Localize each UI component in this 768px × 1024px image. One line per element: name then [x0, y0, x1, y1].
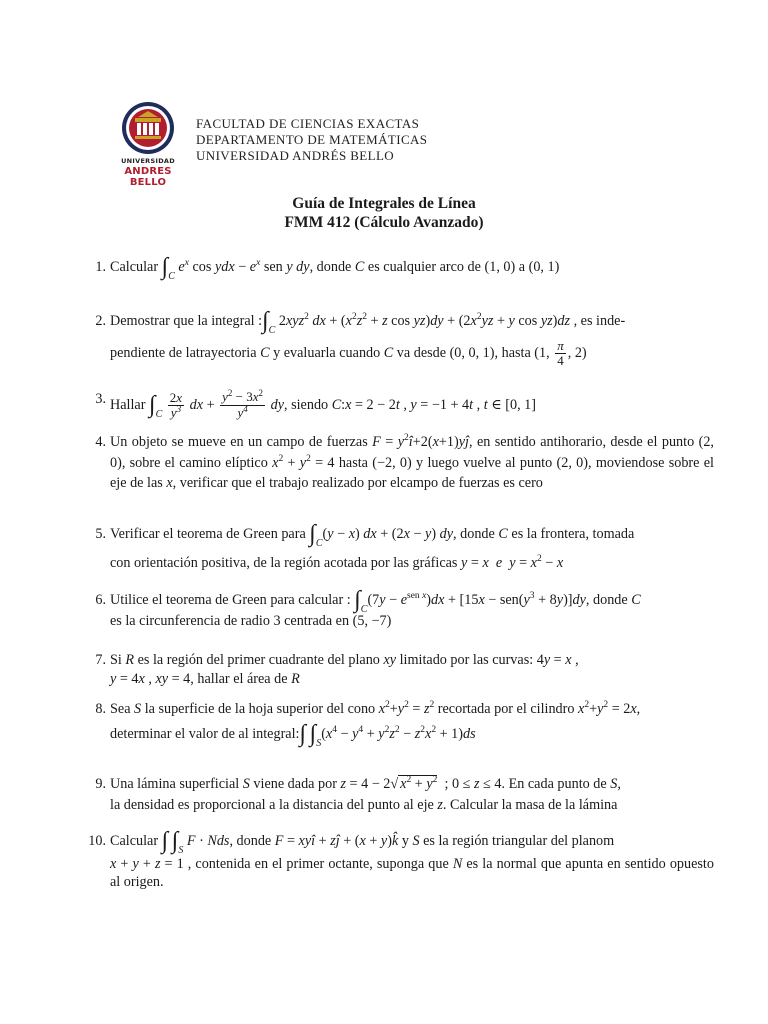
problem-6	[86, 587, 714, 635]
problem-number: 10.	[88, 833, 106, 849]
problem-text: Calcular ∫ $\int_S$ F · Nds, donde F = xyî + zĵ + (x + y)k̂ y S es la región triangular del planom x + y + z = 1 , contenida en el primer octante, suponga que N es la normal que apunta en sentido opuesto al origen.	[110, 828, 714, 890]
problem-number: 5.	[95, 526, 106, 542]
logo-line-2: ANDRES BELLO	[124, 166, 172, 188]
problem-number: 1.	[95, 259, 106, 275]
problem-2	[86, 308, 714, 368]
problem-8	[86, 700, 714, 752]
document-title: Guía de Integrales de Línea	[292, 195, 476, 212]
course-title: FMM 412 (Cálculo Avanzado)	[284, 214, 484, 231]
problem-text: Una lámina superficial S viene dada por z = 4 − 2√ $x^2 + y^2$ ; 0 ≤ z ≤ 4. En cada punto de S, la densidad es proporcional a la distancia del punto al eje z. Calcular la masa de la lámina	[110, 775, 621, 813]
university-logo	[106, 100, 190, 188]
logo-line-1: UNIVERSIDAD	[121, 157, 175, 165]
university-name: UNIVERSIDAD ANDRÉS BELLO	[196, 148, 395, 163]
department-name: DEPARTAMENTO DE MATEMÁTICAS	[196, 132, 428, 147]
problem-text: Utilice el teorema de Green para calcular : $\int_C(7y - e^{sen x})dx + [15x - sen(y^3 + 8y)]dy$, donde C es la circunferencia de radio 3 centrada en (5, −7)	[110, 587, 641, 629]
problem-number: 6.	[95, 592, 106, 608]
problem-1	[86, 254, 714, 282]
problem-number: 8.	[95, 701, 106, 717]
problem-10	[86, 828, 714, 894]
problem-text: Hallar $\int_C$ $\frac{2x}{y^3}$ dx + $\frac{y^2 - 3x^2}{y^4}$ dy, siendo C:x = 2 − 2t , y = −1 + 4t , t ∈ [0, 1]	[110, 388, 536, 420]
institution-block	[196, 116, 427, 164]
problem-text: Calcular $\int_C$ $e^x$ cos ydx − $e^x$ sen y dy, donde C es cualquier arco de (1, 0) a (0, 1)	[110, 254, 560, 282]
problem-text: Si R es la región del primer cuadrante del plano xy limitado por las curvas: 4y = x , y = 4x , xy = 4, hallar el área de R	[110, 652, 579, 687]
problem-7	[86, 651, 714, 689]
page-header	[106, 100, 666, 188]
problem-number: 7.	[95, 652, 106, 668]
problem-5	[86, 521, 714, 571]
problem-number: 3.	[95, 391, 106, 407]
problem-4	[86, 433, 714, 509]
problem-text: Verificar el teorema de Green para $\int_C(y - x)$ dx + (2x − y) dy, donde C es la frontera, tomada con orientación positiva, de la región acotada por las gráficas y = x e $y = x^2 - x$	[110, 521, 635, 571]
problem-text: Demostrar que la integral $:\int_C$ 2xyz$^2$ dx + ($x^2z^2 + z$ $\cos yz)dy + (2x^2yz + y$ cos yz)dz , es inde- pendiente de latrayectoria C y evaluarla cuando C va desde (0, 0, 1), hasta (1, $\frac{\pi}{4}$ , 2)	[110, 308, 626, 368]
problem-9	[86, 775, 714, 813]
problem-3	[86, 390, 714, 420]
problem-number: 2.	[95, 313, 106, 329]
problem-text: Sea S la superficie de la hoja superior del cono $x^2+y^2 = z^2$ recortada por el cilindro $x^2+y^2 = 2x$, determinar el valor de al integral:∫ $\int_S(x^4 - y^4 + y^2z^2 - z^2x^2 + 1)ds$	[110, 700, 641, 749]
crest-icon	[106, 100, 190, 158]
faculty-name: FACULTAD DE CIENCIAS EXACTAS	[196, 116, 420, 131]
problem-number: 9.	[95, 776, 106, 792]
problem-text: Un objeto se mueve en un campo de fuerzas $F = y^2î+2(x+1)yĵ$, en sentido antihorario, desde el punto (2, 0), sobre el camino elíptico $x^2 + y^2 = 4$ hasta (−2, 0) y luego vuelve al punto (2, 0), moviendose sobre el eje de las x, verificar que el trabajo realizado por elcampo de fuerzas es cero	[110, 433, 714, 491]
problem-number: 4.	[95, 434, 106, 450]
